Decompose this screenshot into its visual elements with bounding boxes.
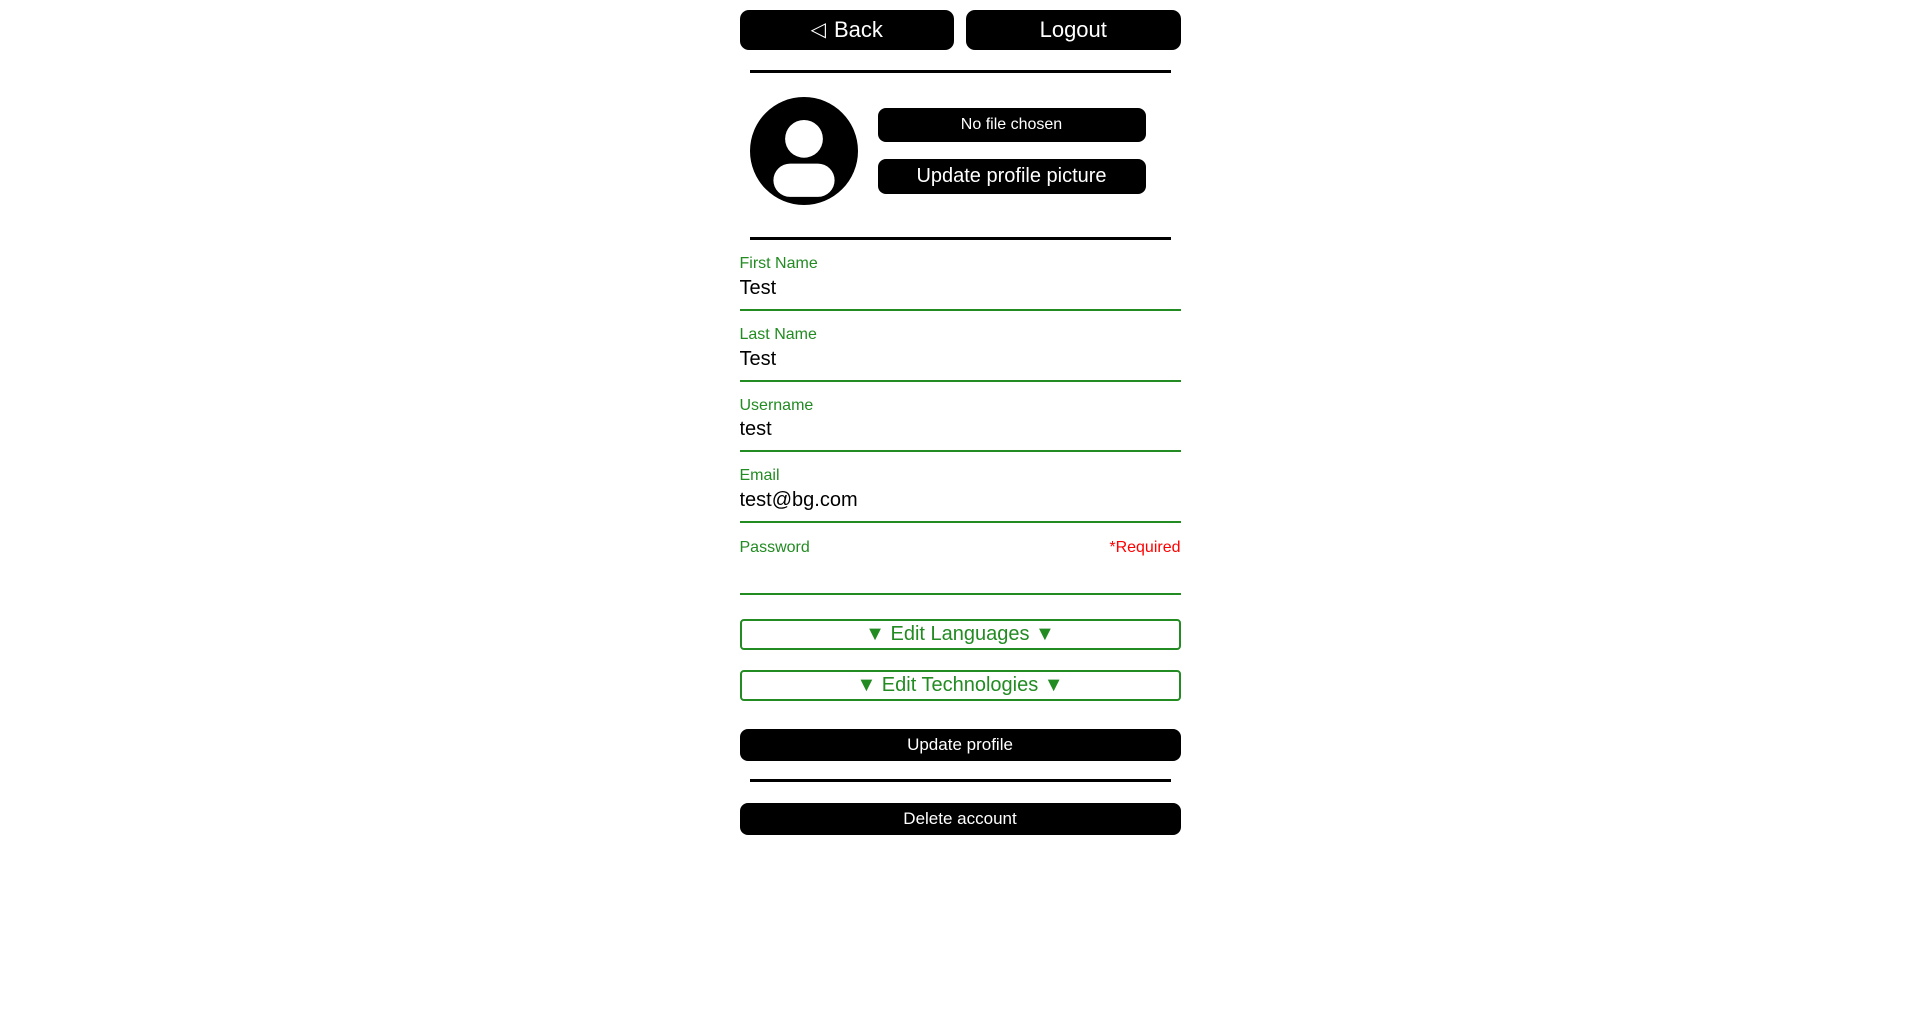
delete-account-button[interactable] — [740, 803, 1181, 835]
password-input[interactable] — [740, 557, 1181, 593]
username-input[interactable] — [740, 414, 1181, 450]
password-required-note: *Required — [1109, 539, 1181, 557]
back-button-label: Back — [833, 17, 883, 42]
email-input[interactable] — [740, 485, 1181, 521]
logout-button-label: Logout — [1039, 17, 1107, 42]
username-field-head — [740, 398, 1181, 415]
last-name-field — [740, 327, 1181, 382]
header-buttons — [740, 10, 1181, 50]
username-label: Username — [739, 396, 814, 414]
choose-file-button[interactable] — [878, 108, 1146, 142]
divider — [750, 70, 1171, 73]
delete-account-label: Delete account — [903, 809, 1017, 829]
update-profile-picture-label: Update profile picture — [916, 165, 1107, 187]
back-button[interactable] — [740, 10, 955, 50]
first-name-label: First Name — [739, 255, 818, 272]
back-arrow-icon: ◁ — [810, 19, 826, 41]
password-field-head — [740, 539, 1181, 557]
update-profile-picture-button[interactable] — [878, 159, 1146, 194]
edit-technologies-button[interactable] — [740, 670, 1181, 701]
edit-technologies-label: ▼ Edit Technologies ▼ — [856, 674, 1064, 697]
username-field — [740, 398, 1181, 453]
edit-languages-button[interactable] — [740, 619, 1181, 650]
first-name-input[interactable] — [740, 273, 1181, 309]
avatar-person-icon — [750, 97, 858, 205]
email-label: Email — [739, 467, 780, 485]
last-name-field-head — [740, 327, 1181, 344]
email-field — [740, 468, 1181, 523]
profile-picture-section — [740, 97, 1181, 205]
email-field-head — [740, 468, 1181, 485]
update-profile-label: Update profile — [907, 735, 1013, 755]
first-name-field-head — [740, 256, 1181, 273]
profile-page — [740, 0, 1181, 835]
picture-buttons — [878, 108, 1146, 194]
password-field — [740, 539, 1181, 595]
last-name-label: Last Name — [739, 325, 817, 343]
update-profile-button[interactable] — [740, 729, 1181, 761]
first-name-field — [740, 256, 1181, 311]
logout-button[interactable] — [966, 10, 1181, 50]
last-name-input[interactable] — [740, 344, 1181, 380]
divider — [750, 779, 1171, 782]
password-label: Password — [739, 539, 810, 557]
file-status-label: No file chosen — [960, 116, 1063, 133]
divider — [750, 237, 1171, 240]
edit-languages-label: ▼ Edit Languages ▼ — [865, 623, 1055, 646]
